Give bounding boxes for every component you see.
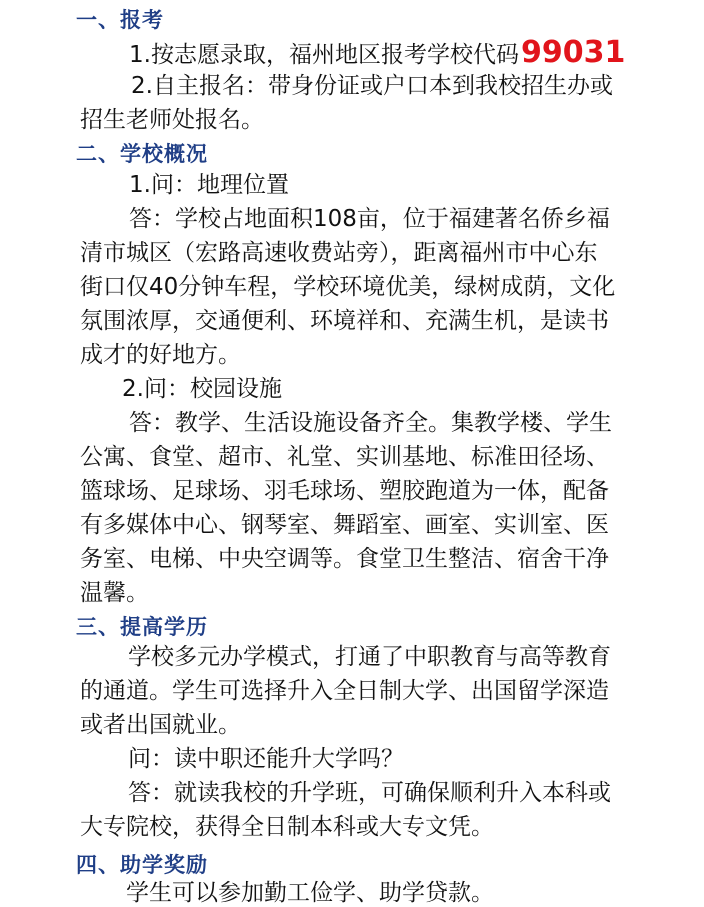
education-para-line-3: 或者出国就业。 xyxy=(80,712,241,738)
answer-university-line-1: 答：就读我校的升学班，可确保顺利升入本科或 xyxy=(128,780,611,806)
enrollment-line xyxy=(129,35,626,70)
section-heading-baokao: 一、报考 xyxy=(76,8,164,32)
answer-facilities-line-3: 篮球场、足球场、羽毛球场、塑胶跑道为一体，配备 xyxy=(80,478,609,504)
education-para-line-1: 学校多元办学模式，打通了中职教育与高等教育 xyxy=(128,644,611,670)
answer-university-line-2: 大专院校，获得全日制本科或大专文凭。 xyxy=(80,814,494,840)
answer-location-line-4: 氛围浓厚，交通便利、环境祥和、充满生机，是读书 xyxy=(80,308,609,334)
enrollment-text: 1.按志愿录取，福州地区报考学校代码 xyxy=(129,42,519,68)
question-university: 问：读中职还能升大学吗？ xyxy=(128,746,404,772)
section-heading-improve-education: 三、提高学历 xyxy=(76,615,208,639)
self-registration-line-2: 招生老师处报名。 xyxy=(80,107,264,133)
answer-location-line-1: 答：学校占地面积108亩，位于福建著名侨乡福 xyxy=(129,206,610,232)
self-registration-line-1: 2.自主报名：带身份证或户口本到我校招生办或 xyxy=(131,73,613,99)
section-heading-school-overview: 二、学校概况 xyxy=(76,142,208,166)
answer-facilities-line-2: 公寓、食堂、超市、礼堂、实训基地、标准田径场、 xyxy=(80,444,609,470)
question-location: 1.问：地理位置 xyxy=(129,172,289,198)
answer-facilities-line-6: 温馨。 xyxy=(80,580,149,606)
answer-facilities-line-4: 有多媒体中心、钢琴室、舞蹈室、画室、实训室、医 xyxy=(80,512,609,538)
section-heading-financial-aid: 四、助学奖励 xyxy=(76,853,208,877)
answer-location-line-2: 清市城区（宏路高速收费站旁），距离福州市中心东 xyxy=(80,240,598,266)
school-code: 99031 xyxy=(520,35,626,70)
answer-location-line-3: 街口仅40分钟车程，学校环境优美，绿树成荫，文化 xyxy=(80,274,616,300)
question-facilities: 2.问：校园设施 xyxy=(122,376,282,402)
financial-aid-text: 学生可以参加勤工俭学、助学贷款。 xyxy=(126,880,494,906)
answer-facilities-line-5: 务室、电梯、中央空调等。食堂卫生整洁、宿舍干净 xyxy=(80,546,609,572)
answer-facilities-line-1: 答：教学、生活设施设备齐全。集教学楼、学生 xyxy=(129,410,612,436)
answer-location-line-5: 成才的好地方。 xyxy=(80,342,241,368)
education-para-line-2: 的通道。学生可选择升入全日制大学、出国留学深造 xyxy=(80,678,609,704)
